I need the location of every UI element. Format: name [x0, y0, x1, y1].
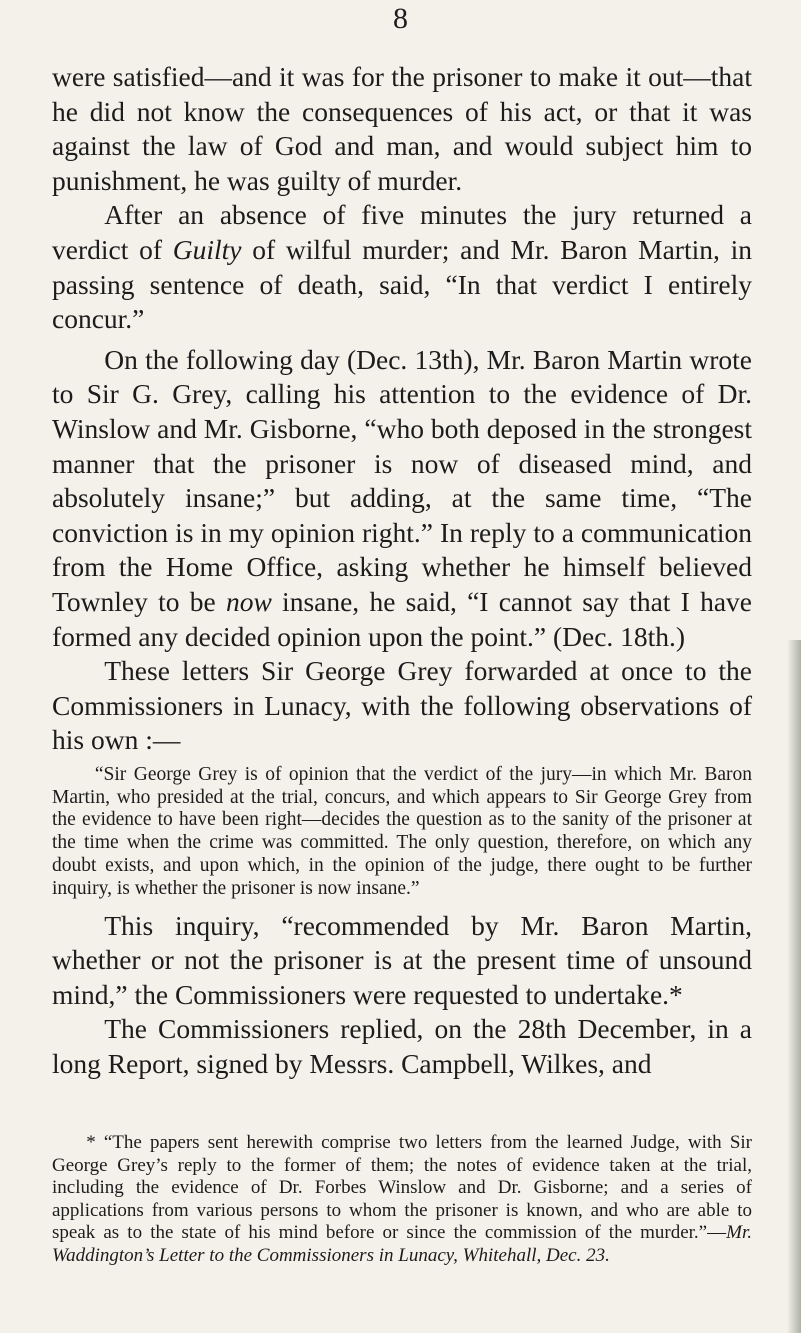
block-quote: “Sir George Grey is of opinion that the verdict of the jury—in which Mr. Baron Martin, who presided at the trial, concurs, and which appears to Sir George Grey from the evidence to have been right—decides the question as to the sanity of the prisoner at the time when the crime was committed. The only question, therefore, on which any doubt exists, and upon which, in the opinion of the judge, there ought to be further inquiry, is whether the prisoner is now insane.”: [52, 763, 752, 899]
paragraph-3-italic: now: [225, 585, 272, 617]
paragraph-5: This inquiry, “recommended by Mr. Baron Martin, whether or not the prisoner is at the present time of unsound mind,” the Commissioners were requested to undertake.*: [52, 909, 752, 1010]
paragraph-3-lead: On the following day (Dec. 13th), Mr. Baron Martin wrote to Sir G. Grey, calling his attention to the evidence of Dr. Winslow and Mr. Gisborne, “who both deposed in the strongest manner that the prisoner is now of diseased mind, and absolutely insane;” but adding, at the same time, “The conviction is in my opinion right.” In reply to a communication from the Home Office, asking whether he himself believed Townley to be: [52, 343, 752, 617]
footnote-text: [52, 1132, 752, 1268]
paragraph-2-tail: of wilful murder; and Mr. Baron Martin, in passing sentence of death, said, “In that verdict I entirely concur.”: [52, 233, 752, 335]
footnote-main: * “The papers sent herewith comprise two letters from the learned Judge, with Sir George Grey’s reply to the former of them; the notes of evidence taken at the trial, including the evidence of Dr. Forbes Winslow and Dr. Gisborne; and a series of applications from various persons to whom the prisoner is known, and who are able to speak as to the state of his mind before or since the commission of the murder.”—: [52, 1132, 752, 1244]
paragraph-3: [52, 343, 752, 654]
paragraph-2-italic: Guilty: [172, 233, 242, 265]
body-text: [52, 60, 752, 1082]
footnote-source: Mr. Waddington’s Letter to the Commissioners in Lunacy, Whitehall, Dec. 23.: [52, 1222, 752, 1266]
paragraph-1: were satisfied—and it was for the prisoner to make it out—that he did not know the consequences of his act, or that it was against the law of God and man, and would subject him to punishment, he was guilty of murder.: [52, 61, 752, 196]
page-number: 8: [393, 2, 408, 35]
page-edge-shadow: [787, 640, 801, 1333]
footnote: [52, 1132, 752, 1268]
paragraph-2: [52, 198, 752, 336]
paragraph-2-lead: After an absence of five minutes the jury returned a verdict of: [52, 199, 752, 265]
paragraph-3-tail: insane, he said, “I cannot say that I have formed any decided opinion upon the point.” (Dec. 18th.): [52, 585, 752, 652]
paragraph-6: The Commissioners replied, on the 28th December, in a long Report, signed by Messrs. Campbell, Wilkes, and: [52, 1013, 752, 1080]
paragraph-4: These letters Sir George Grey forwarded at once to the Commissioners in Lunacy, with the following observations of his own :—: [52, 655, 752, 756]
